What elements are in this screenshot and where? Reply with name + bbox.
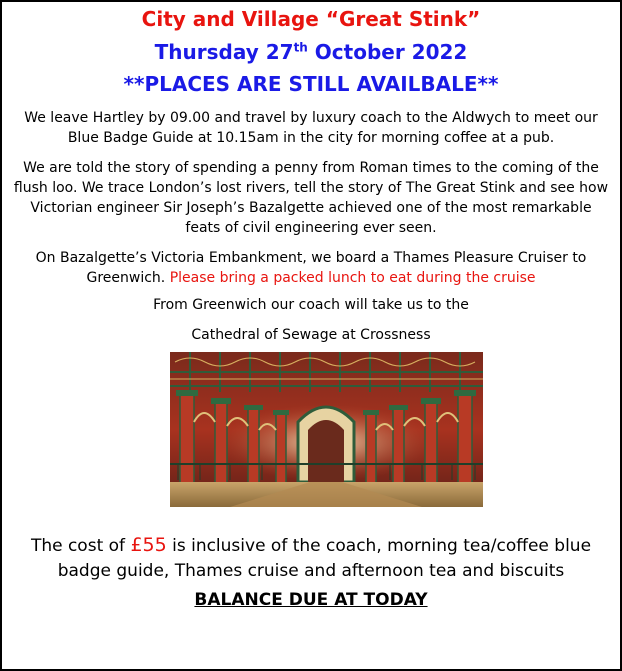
itinerary-paragraph-3 — [12, 248, 610, 288]
event-date — [2, 40, 620, 64]
cost-details: is inclusive of the coach, morning tea/coffee blue badge guide, Thames cruise and afternoon tea and biscuits — [57, 536, 592, 581]
event-date-ordinal: th — [293, 40, 308, 55]
cruise-text: On Bazalgette’s Victoria Embankment, we board a Thames Pleasure Cruiser to Greenwich. — [35, 250, 587, 286]
balance-notice — [2, 588, 620, 612]
crossness-interior-photo — [170, 352, 483, 507]
itinerary-paragraph-5: Cathedral of Sewage at Crossness — [191, 327, 431, 343]
packed-lunch-note: Please bring a packed lunch to eat during the cruise — [169, 270, 536, 286]
places-notice: **PLACES ARE STILL AVAILBALE** — [123, 72, 499, 96]
balance-text: BALANCE DUE AT TODAY — [194, 590, 428, 610]
cost-statement — [12, 533, 610, 584]
price-amount: £55 — [130, 534, 167, 556]
itinerary-paragraph-4: From Greenwich our coach will take us to the — [153, 297, 469, 313]
itinerary-paragraph-1: We leave Hartley by 09.00 and travel by luxury coach to the Aldwych to meet our Blue Badge Guide at 10.15am in the city for morning coffee at a pub. — [24, 110, 598, 146]
itinerary-paragraph-2: We are told the story of spending a penny from Roman times to the coming of the flush loo. We trace London’s lost rivers, tell the story of The Great Stink and see how Victorian engineer Sir Joseph’s Bazalgette achieved one of the most remarkable feats of civil engineering ever seen. — [13, 160, 609, 236]
flyer-title: City and Village “Great Stink” — [141, 7, 481, 31]
cost-prefix: The cost of — [30, 536, 131, 556]
event-date-month-year: October 2022 — [307, 40, 468, 64]
event-date-main: Thursday 27 — [154, 40, 294, 64]
